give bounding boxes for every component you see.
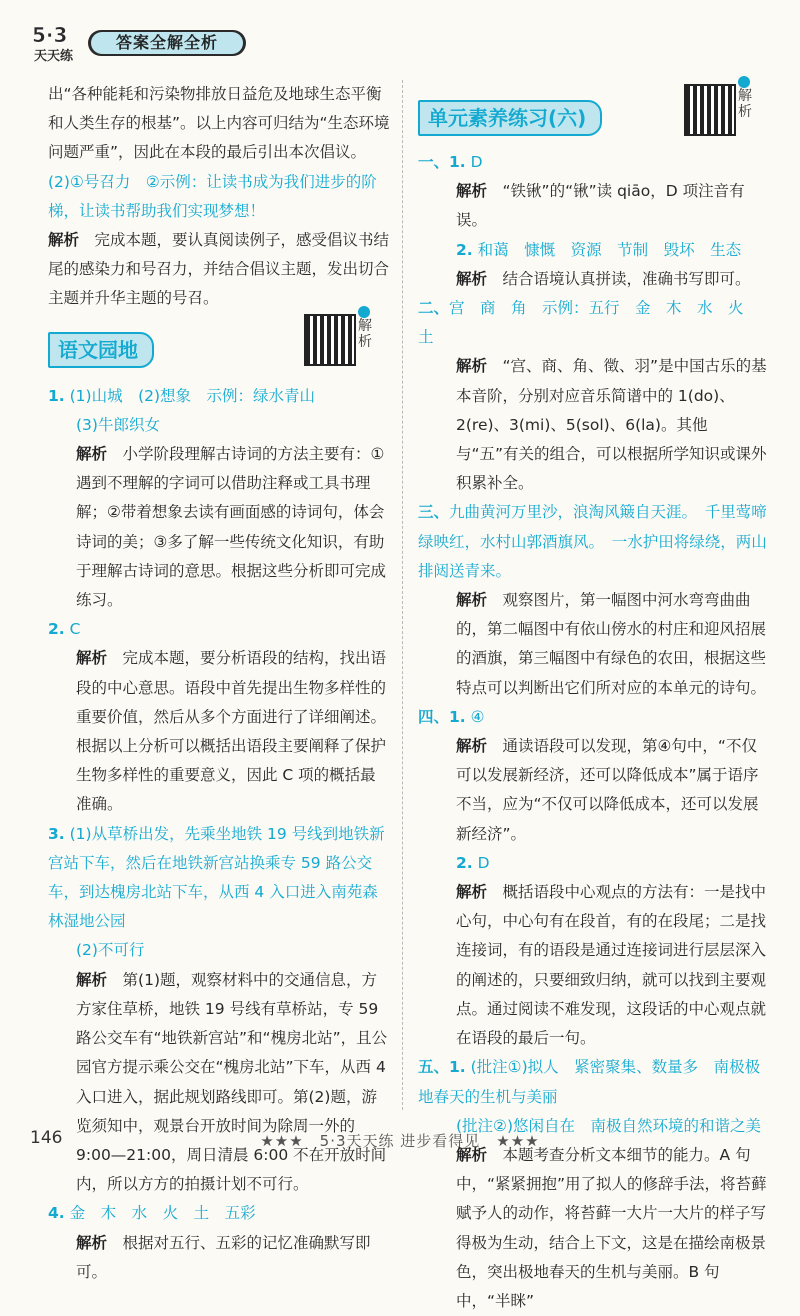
analysis-text: 完成本题，要认真阅读例子，感受倡议书结尾的感染力和号召力，并结合倡议主题，发出切合主题并升华主题的号召。 bbox=[48, 231, 390, 308]
s2-answer bbox=[418, 294, 770, 352]
q1-answer-a bbox=[48, 382, 390, 411]
analysis-text: 根据对五行、五彩的记忆准确默写即可。 bbox=[76, 1233, 371, 1281]
section-number: 四、1. bbox=[418, 707, 466, 726]
qr-label: 解析 bbox=[738, 88, 752, 120]
section-number: 五、1. bbox=[418, 1058, 466, 1077]
s1-2-analysis bbox=[418, 265, 770, 294]
analysis-label: 解析 bbox=[456, 182, 488, 201]
analysis-text: “宫、商、角、徵、羽”是中国古乐的基本音阶，分别对应音乐简谱中的 1(do)、2(re)、3(mi)、5(sol)、6(la)。其他与“五”有关的组合，可以根据所学知识或课外积累补全。 bbox=[456, 357, 767, 493]
section-row-unit-practice bbox=[418, 86, 770, 144]
header-title-pill bbox=[88, 30, 246, 56]
answer-text: 和蔼 慷慨 资源 节制 毁坏 生态 bbox=[477, 240, 742, 259]
question-number: 2. bbox=[48, 620, 65, 639]
q1-answer-b: (3)牛郎织女 bbox=[76, 415, 160, 434]
question-number: 4. bbox=[48, 1204, 65, 1223]
q3-answer-a bbox=[48, 820, 390, 937]
q2-analysis bbox=[48, 644, 390, 819]
s3-analysis bbox=[418, 586, 770, 703]
analysis-text: 本题考查分析文本细节的能力。A 句中，“紧紧拥抱”用了拟人的修辞手法，将苔藓赋予人的动作，将苔藓一大片一大片的样子写得极为生动，结合上下文，这是在描绘南极景色，突出极地春天的生机与美丽。B 句中，“半眯” bbox=[456, 1145, 767, 1310]
play-icon bbox=[738, 76, 750, 88]
q1-analysis bbox=[48, 440, 390, 615]
analysis-label: 解析 bbox=[456, 269, 488, 288]
qr-code-icon[interactable] bbox=[684, 84, 736, 136]
play-icon bbox=[358, 306, 370, 318]
section-number: 三、 bbox=[418, 503, 450, 522]
section-number: 二、 bbox=[418, 299, 450, 318]
section-title: 语文园地 bbox=[48, 332, 154, 368]
left-analysis-1 bbox=[48, 226, 390, 314]
analysis-text: 观察图片，第一幅图中河水弯弯曲曲的，第二幅图中有依山傍水的村庄和迎风招展的酒旗，第三幅图中有绿色的农田，根据这些特点可以判断出它们所对应的本单元的诗句。 bbox=[456, 591, 767, 697]
q4-analysis bbox=[48, 1229, 390, 1287]
question-number: 3. bbox=[48, 824, 65, 843]
column-divider bbox=[402, 80, 403, 1110]
analysis-label: 解析 bbox=[456, 1145, 488, 1164]
q4-answer bbox=[48, 1199, 390, 1228]
analysis-text: 第(1)题，观察材料中的交通信息，方方家住草桥，地铁 19 号线有草桥站，专 59 路公交车有“地铁新宫站”和“槐房北站”，且公园官方提示乘公交在“槐房北站”下车，从西 4 入口进入，据此规划路线即可。第(2)题，游览须知中，观景台开放时间为除周一外的 9:00—21:00，周日清晨 6:00 不在开放时间内，所以方方的拍摄计划不可行。 bbox=[76, 970, 388, 1194]
analysis-label: 解析 bbox=[76, 1233, 108, 1252]
answer-text: 九曲黄河万里沙，浪淘风簸自天涯。 千里莺啼绿映红，水村山郭酒旗风。 一水护田将绿绕，两山排闼送青来。 bbox=[418, 503, 767, 580]
s5-analysis bbox=[418, 1141, 770, 1316]
s1-answer bbox=[418, 148, 770, 177]
answer-text: D bbox=[470, 153, 483, 171]
qr-code-block[interactable] bbox=[304, 314, 384, 374]
header-title: 答案全解全析 bbox=[91, 32, 243, 54]
section-number: 一、1. bbox=[418, 153, 466, 171]
analysis-text: 小学阶段理解古诗词的方法主要有：①遇到不理解的字词可以借助注释或工具书理解；②带着想象去读有画面感的诗词句，体会诗词的美；③多了解一些传统文化知识，有助于理解古诗词的意思。根据这些分析即可完成练习。 bbox=[76, 445, 387, 610]
analysis-text: 完成本题，要分析语段的结构，找出语段的中心意思。语段中首先提出生物多样性的重要价值，然后从多个方面进行了详细阐述。根据以上分析可以概括出语段主要阐释了保护生物多样性的重要意义，因此 C 项的概括最准确。 bbox=[76, 649, 387, 814]
analysis-label: 解析 bbox=[456, 591, 488, 610]
q3-analysis bbox=[48, 966, 390, 1200]
section-row-yuwenyuandi bbox=[48, 317, 390, 378]
page-number: 146 bbox=[30, 1128, 63, 1148]
analysis-label: 解析 bbox=[456, 737, 488, 756]
left-answer-2: (2)①号召力 ②示例：让读书成为我们进步的阶梯，让读书帮助我们实现梦想！ bbox=[48, 172, 377, 220]
answer-text: (1)从草桥出发，先乘坐地铁 19 号线到地铁新宫站下车，然后在地铁新宫站换乘专 59 路公交车，到达槐房北站下车，从西 4 入口进入南苑森林湿地公园 bbox=[48, 824, 385, 931]
analysis-label: 解析 bbox=[76, 970, 108, 989]
analysis-text: “铁锹”的“锹”读 qiāo，D 项注音有误。 bbox=[456, 182, 745, 230]
qr-code-block[interactable] bbox=[684, 84, 764, 144]
analysis-label: 解析 bbox=[456, 357, 488, 376]
section-title: 单元素养练习(六) bbox=[418, 100, 602, 136]
answer-text: 金 木 水 火 土 五彩 bbox=[69, 1204, 256, 1223]
answer-text: D bbox=[477, 853, 490, 872]
s2-analysis bbox=[418, 352, 770, 498]
page-footer bbox=[0, 1122, 800, 1158]
analysis-label: 解析 bbox=[456, 883, 488, 902]
question-number: 1. bbox=[48, 386, 65, 405]
answer-text: 宫 商 角 示例：五行 金 木 水 火 土 bbox=[418, 299, 760, 347]
analysis-label: 解析 bbox=[76, 445, 108, 464]
analysis-label: 解析 bbox=[48, 231, 80, 250]
answer-text: ④ bbox=[470, 707, 485, 726]
qr-code-icon[interactable] bbox=[304, 314, 356, 366]
analysis-text: 通读语段可以发现，第④句中，“不仅可以发展新经济，还可以降低成本”属于语序不当，应为“不仅可以降低成本，还可以发展新经济”。 bbox=[456, 737, 759, 843]
s5-answer-a bbox=[418, 1053, 770, 1111]
left-paragraph-1: 出“各种能耗和污染物排放日益危及地球生态平衡和人类生存的根基”。以上内容可归结为“生态环境问题严重”，因此在本段的最后引出本次倡议。 bbox=[48, 85, 390, 162]
s1-analysis bbox=[418, 177, 770, 235]
s4-answer bbox=[418, 703, 770, 732]
analysis-text: 结合语境认真拼读，准确书写即可。 bbox=[502, 269, 751, 288]
s1-2-answer bbox=[418, 236, 770, 265]
question-number: 2. bbox=[456, 853, 473, 872]
answer-text: C bbox=[69, 620, 81, 639]
answer-text: (批注①)拟人 紧密聚集、数量多 南极极地春天的生机与美丽 bbox=[418, 1058, 761, 1106]
s4-2-analysis bbox=[418, 878, 770, 1053]
analysis-label: 解析 bbox=[76, 649, 108, 668]
q3-answer-b: (2)不可行 bbox=[76, 941, 145, 960]
q2-answer bbox=[48, 615, 390, 644]
svg-text:5·3: 5·3 bbox=[32, 23, 68, 47]
s4-analysis bbox=[418, 732, 770, 849]
footer-slogan: ★★★ 5·3天天练 进步看得见 ★★★ bbox=[260, 1132, 540, 1150]
s4-2-answer bbox=[418, 849, 770, 878]
brand-logo bbox=[30, 22, 86, 64]
left-column bbox=[48, 80, 390, 1287]
s3-answer bbox=[418, 498, 770, 586]
answer-text: (1)山城 (2)想象 示例：绿水青山 bbox=[69, 386, 316, 405]
question-number: 2. bbox=[456, 240, 473, 259]
analysis-text: 概括语段中心观点的方法有：一是找中心句，中心句有在段首，有的在段尾；二是找连接词，有的语段是通过连接词进行层层深入的阐述的，只要细致归纳，就可以找到主要观点。通过阅读不难发现，这段话的中心观点就在语段的最后一句。 bbox=[456, 883, 767, 1048]
svg-text:天天练: 天天练 bbox=[34, 49, 74, 64]
s5-answer-b: (批注②)悠闲自在 南极自然环境的和谐之美 bbox=[456, 1116, 761, 1135]
qr-label: 解析 bbox=[358, 317, 372, 350]
